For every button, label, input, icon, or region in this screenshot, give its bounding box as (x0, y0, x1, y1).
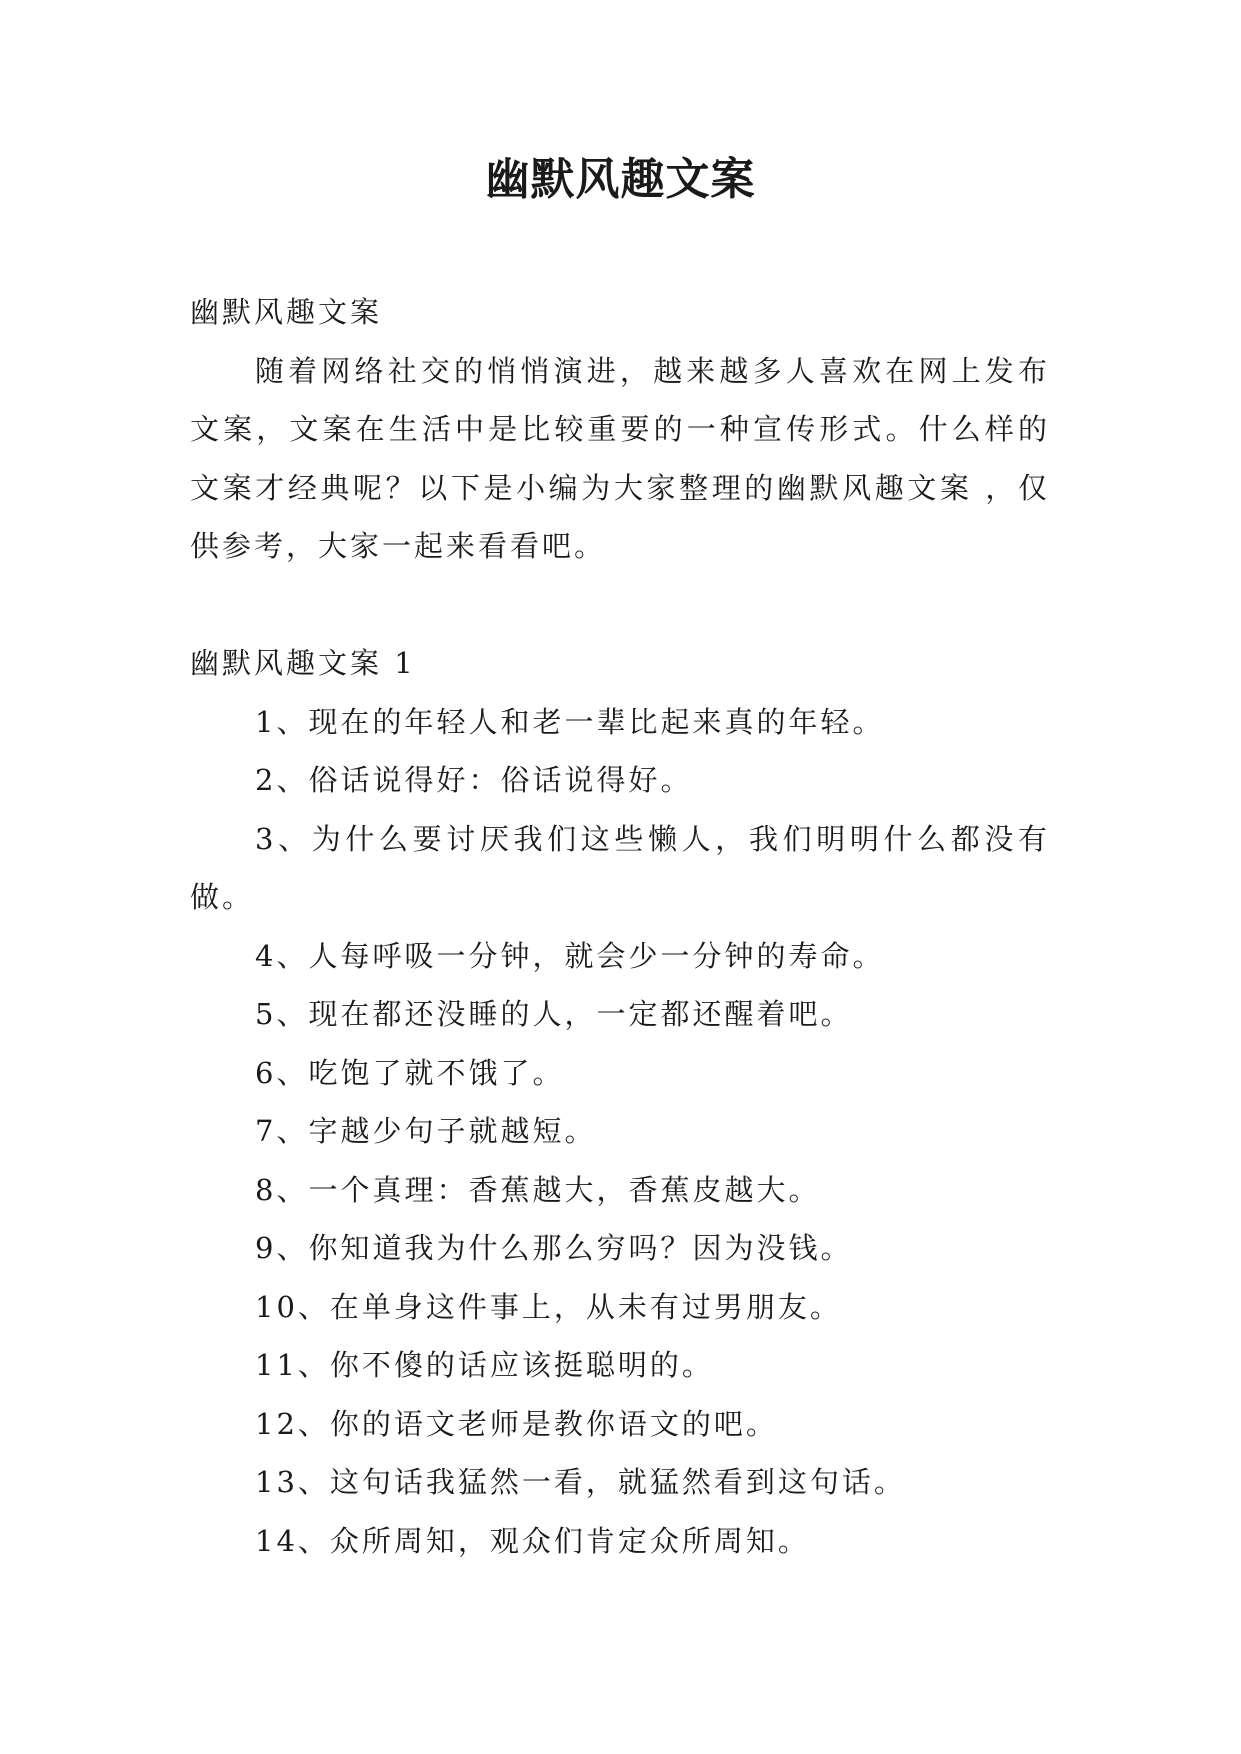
list-item: 5、现在都还没睡的人，一定都还醒着吧。 (255, 997, 853, 1031)
list-item: 3、为什么要讨厌我们这些懒人，我们明明什么都没有做。 (190, 821, 1050, 914)
list-item: 2、俗话说得好：俗话说得好。 (255, 763, 693, 797)
document-body (190, 283, 1050, 1570)
list-item: 10、在单身这件事上，从未有过男朋友。 (255, 1289, 842, 1324)
list-item: 13、这句话我猛然一看，就猛然看到这句话。 (255, 1465, 906, 1499)
spacer (190, 576, 1050, 635)
section-heading-main: 幽默风趣文案 (190, 295, 383, 329)
intro-paragraph: 随着网络社交的悄悄演进，越来越多人喜欢在网上发布文案，文案在生活中是比较重要的一种宣传形式。什么样的文案才经典呢？以下是小编为大家整理的幽默风趣文案 ，仅供参考，大家一起来看看吧。 (190, 353, 1050, 563)
list-item: 8、一个真理：香蕉越大，香蕉皮越大。 (255, 1172, 821, 1207)
list-item: 9、你知道我为什么那么穷吗？因为没钱。 (255, 1231, 853, 1265)
list-item: 1、现在的年轻人和老一辈比起来真的年轻。 (255, 704, 885, 739)
list-item: 14、众所周知，观众们肯定众所周知。 (255, 1523, 810, 1558)
list-item: 7、字越少句子就越短。 (255, 1114, 597, 1148)
section-heading-1: 幽默风趣文案 1 (190, 646, 416, 680)
list-item: 6、吃饱了就不饿了。 (255, 1055, 565, 1090)
document-title: 幽默风趣文案 (485, 154, 756, 205)
list-item: 11、你不傻的话应该挺聪明的。 (255, 1348, 714, 1382)
list-item: 12、你的语文老师是教你语文的吧。 (255, 1406, 778, 1441)
list-item: 4、人每呼吸一分钟，就会少一分钟的寿命。 (255, 938, 885, 973)
